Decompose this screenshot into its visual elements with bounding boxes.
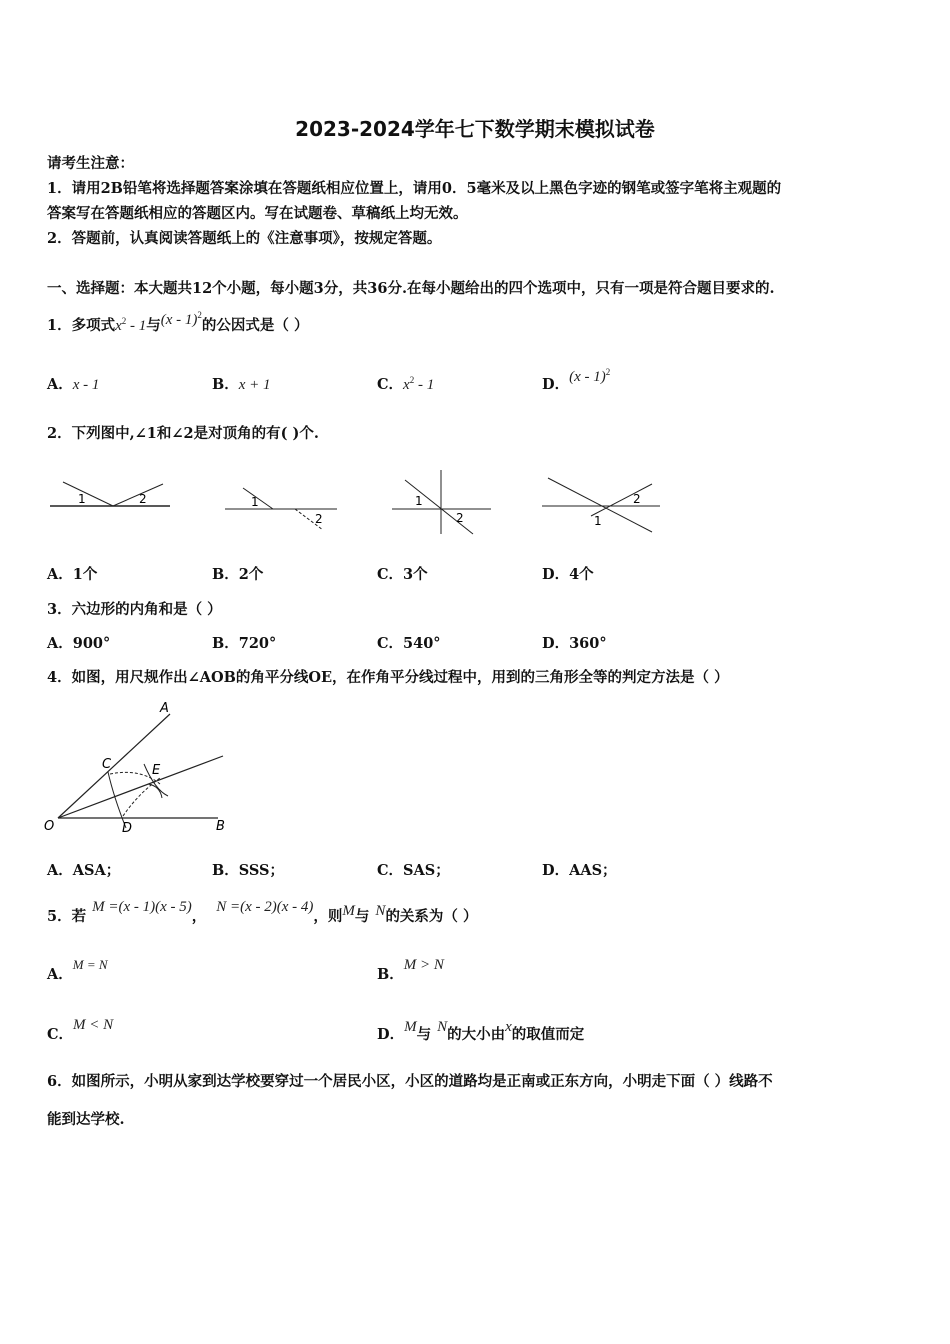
q1-mid: 与 (146, 317, 161, 334)
q3-option-c[interactable]: C．540° (377, 635, 441, 652)
question-2: 2．下列图中,∠1和∠2是对顶角的有( )个. (47, 425, 319, 442)
q4-label-d: D (122, 821, 133, 836)
q3-option-d[interactable]: D．360° (542, 635, 607, 652)
q4-label-b: B (216, 819, 225, 834)
question-1 (47, 310, 309, 335)
q4-option-a[interactable]: A．ASA； (47, 862, 121, 879)
q2-figure-4 (542, 478, 660, 532)
q5-option-a[interactable]: A．M = N (47, 957, 108, 983)
q4-option-b[interactable]: B．SSS； (212, 862, 285, 879)
q4-label-e: E (152, 763, 161, 778)
q4-option-c[interactable]: C．SAS； (377, 862, 450, 879)
q4-label-a: A (160, 701, 169, 716)
q1-prefix: 1．多项式 (47, 317, 116, 334)
q4-option-d[interactable]: D．AAS； (542, 862, 617, 879)
q2-fig2-angle2: 2 (315, 512, 323, 526)
q1-suffix: 的公因式是（ ） (201, 317, 309, 334)
q5-option-c[interactable]: C．M < N (47, 1017, 114, 1043)
question-4: 4．如图，用尺规作出∠AOB的角平分线OE，在作角平分线过程中，用到的三角形全等的判定方法是（ ） (47, 669, 729, 686)
q1-option-d[interactable]: D．(x - 1)$^2$ (542, 367, 611, 393)
q3-option-a[interactable]: A．900° (47, 635, 111, 652)
notice-line-2: 2．答题前，认真阅读答题纸上的《注意事项》，按规定答题。 (47, 230, 442, 247)
q5-option-d[interactable]: D．M与 N的大小由x的取值而定 (377, 1019, 585, 1043)
q5-n-expr: N =(x - 2)(x - 4) (216, 899, 314, 915)
q2-option-c[interactable]: C．3个 (377, 566, 428, 583)
q2-figure-2 (225, 488, 337, 530)
question-5: 5．若M =(x - 1)(x - 5)，N =(x - 2)(x - 4)，则M与 N的关系为（ ） (47, 899, 478, 925)
notice-line-1b: 答案写在答题纸相应的答题区内。写在试题卷、草稿纸上均无效。 (47, 205, 468, 222)
q2-fig1-angle2: 2 (139, 492, 147, 506)
q2-figures (45, 470, 665, 535)
q2-fig3-angle2: 2 (456, 511, 464, 525)
q2-option-a[interactable]: A．1个 (47, 566, 98, 583)
q4-figure (40, 698, 240, 840)
page-title: 2023-2024学年七下数学期末模拟试卷 (295, 117, 655, 141)
q2-fig3-angle1: 1 (415, 494, 423, 508)
q4-label-c: C (102, 757, 112, 772)
q1-expr1: $x^2 - 1$ (115, 316, 147, 334)
notice-line-1a: 1．请用2B铅笔将选择题答案涂填在答题纸相应位置上，请用0．5毫米及以上黑色字迹的钢笔或签字笔将主观题的 (47, 180, 782, 197)
q5-option-b[interactable]: B．M > N (377, 957, 444, 983)
question-6-line-1: 6．如图所示，小明从家到达学校要穿过一个居民小区，小区的道路均是正南或正东方向，小明走下面（ ）线路不 (47, 1073, 773, 1090)
q1-option-a[interactable]: A．x - 1 (47, 376, 100, 393)
q2-option-d[interactable]: D．4个 (542, 566, 594, 583)
q3-option-b[interactable]: B．720° (212, 635, 277, 652)
notice-heading: 请考生注意： (47, 155, 134, 172)
q2-option-b[interactable]: B．2个 (212, 566, 264, 583)
q5-m-expr: M =(x - 1)(x - 5) (92, 899, 192, 915)
q2-figure-1 (50, 482, 170, 506)
q1-option-c[interactable]: C．$x^2 - 1$ (377, 375, 435, 393)
q4-label-o: O (44, 819, 55, 834)
q2-figure-3 (392, 470, 491, 534)
q2-fig2-angle1: 1 (251, 495, 259, 509)
section-heading: 一、选择题：本大题共12个小题，每小题3分，共36分.在每小题给出的四个选项中，只有一项是符合题目要求的. (47, 280, 775, 297)
q1-expr2: (x - 1)$^2$ (160, 310, 202, 328)
q2-fig4-angle1: 1 (594, 514, 602, 528)
q1-option-b[interactable]: B．x + 1 (212, 376, 271, 393)
question-3: 3．六边形的内角和是（ ） (47, 601, 222, 618)
question-6-line-2: 能到达学校. (47, 1111, 125, 1128)
q2-fig4-angle2: 2 (633, 492, 641, 506)
q2-fig1-angle1: 1 (78, 492, 86, 506)
